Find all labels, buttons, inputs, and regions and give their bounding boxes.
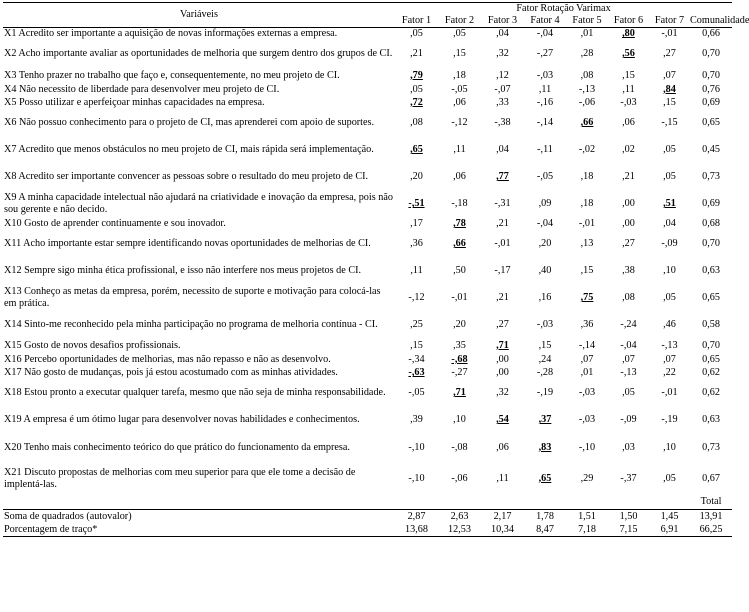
loading-cell: ,02 <box>622 144 635 155</box>
variable-label: X9 A minha capacidade intelectual não ajudará na criatividade e inovação da empresa, pois não sou gerente e não decido. <box>4 192 393 215</box>
column-header: Fator 4 <box>524 15 566 28</box>
communality-cell: 0,63 <box>702 265 720 276</box>
loading-cell: ,38 <box>622 265 635 276</box>
variable-label: X19 A empresa é um ótimo lugar para desenvolver novas habilidades e conhecimentos. <box>4 414 360 425</box>
loading-cell: ,10 <box>663 265 676 276</box>
loading-cell: ,40 <box>538 265 552 276</box>
table-row <box>3 434 732 462</box>
summary-row <box>3 510 732 524</box>
loading-cell: -,13 <box>661 339 678 351</box>
loading-cell: ,05 <box>663 144 676 155</box>
table-row <box>3 110 732 137</box>
rotation-header: Fator Rotação Varimax <box>395 3 732 16</box>
loading-cell: ,18 <box>453 69 466 81</box>
loading-cell: -,10 <box>408 441 425 453</box>
loading-cell: ,27 <box>663 48 676 59</box>
summary-value: 1,78 <box>524 510 566 524</box>
loading-cell: ,11 <box>496 472 509 484</box>
loading-cell: -,14 <box>536 117 554 128</box>
loading-cell: -,34 <box>408 353 425 365</box>
communality-cell: 0,70 <box>702 238 720 249</box>
loading-cell: ,11 <box>538 83 552 95</box>
summary-value: 13,91 <box>690 510 732 524</box>
table-row <box>3 462 732 496</box>
loading-cell: ,66 <box>453 238 466 249</box>
loading-cell: ,16 <box>538 292 552 303</box>
loading-cell: -,16 <box>536 96 554 108</box>
loading-cell: ,35 <box>453 339 466 351</box>
total-label: Total <box>690 496 732 510</box>
variable-label: X18 Estou pronto a executar qualquer tarefa, mesmo que não seja de minha responsabilidade. <box>4 387 386 398</box>
communality-cell: 0,62 <box>702 387 720 398</box>
loading-cell: -,05 <box>451 83 468 95</box>
loading-cell: ,03 <box>622 441 635 453</box>
variables-header: Variáveis <box>3 3 395 28</box>
loading-cell: ,05 <box>410 28 423 40</box>
variable-label: X4 Não necessito de liberdade para desenvolver meu projeto de CI. <box>4 83 280 95</box>
loading-cell: ,84 <box>663 83 676 95</box>
loading-cell: ,75 <box>580 292 594 303</box>
loading-cell: ,36 <box>410 238 423 249</box>
summary-value: 1,45 <box>649 510 690 524</box>
loading-cell: ,07 <box>622 353 635 365</box>
communality-cell: 0,63 <box>702 414 720 425</box>
loading-cell: ,15 <box>663 96 676 108</box>
loading-cell: ,56 <box>622 48 635 59</box>
communality-cell: 0,65 <box>702 117 720 128</box>
variable-label: X8 Acredito ser importante convencer as pessoas sobre o resultado do meu projeto de CI. <box>4 171 369 182</box>
communality-cell: 0,70 <box>702 69 720 81</box>
variable-label: X20 Tenho mais conhecimento teórico do que prático do funcionamento da empresa. <box>4 441 350 453</box>
summary-value: 8,47 <box>524 523 566 537</box>
communality-cell: 0,69 <box>702 198 720 209</box>
loading-cell: ,05 <box>663 171 676 182</box>
loading-cell: ,06 <box>496 441 509 453</box>
loading-cell: ,08 <box>580 69 594 81</box>
loading-cell: ,04 <box>496 144 509 155</box>
summary-value: 2,63 <box>438 510 481 524</box>
loading-cell: ,54 <box>496 414 509 425</box>
loading-cell: -,27 <box>536 48 554 59</box>
loading-cell: ,46 <box>663 319 676 330</box>
table-row <box>3 84 732 96</box>
loading-cell: -,63 <box>408 367 425 378</box>
loading-cell: ,29 <box>580 472 594 484</box>
loading-cell: -,11 <box>537 144 553 155</box>
loading-cell: -,03 <box>620 96 637 108</box>
loading-cell: -,51 <box>408 198 425 209</box>
table-body <box>3 28 732 537</box>
summary-row <box>3 523 732 537</box>
loading-cell: -,03 <box>578 414 596 425</box>
loading-cell: ,00 <box>622 218 635 229</box>
table-row <box>3 28 732 41</box>
table-row <box>3 137 732 164</box>
loading-cell: -,03 <box>578 387 596 398</box>
loading-cell: -,04 <box>620 339 637 351</box>
loading-cell: ,83 <box>538 441 552 453</box>
column-header: Comunalidade <box>690 15 749 26</box>
communality-cell: 0,70 <box>702 48 720 59</box>
loading-cell: -,07 <box>494 83 511 95</box>
loading-cell: -,27 <box>451 367 468 378</box>
table-row <box>3 407 732 434</box>
loading-cell: -,01 <box>661 387 678 398</box>
loading-cell: ,28 <box>580 48 594 59</box>
loading-cell: ,10 <box>663 441 676 453</box>
loading-cell: ,18 <box>580 171 594 182</box>
loading-cell: -,12 <box>451 117 468 128</box>
variable-label: X2 Acho importante avaliar as oportunidades de melhoria que surgem dentro dos grupos de CI. <box>4 48 393 59</box>
variable-label: X1 Acredito ser importante a aquisição de novas informações externas a empresa. <box>4 28 338 40</box>
loading-cell: ,33 <box>496 96 509 108</box>
column-header: Fator 3 <box>481 15 524 28</box>
loading-cell: ,13 <box>580 238 594 249</box>
summary-value: 13,68 <box>395 523 438 537</box>
loading-cell: -,08 <box>451 441 468 453</box>
loading-cell: ,07 <box>663 69 676 81</box>
loading-cell: -,03 <box>536 69 554 81</box>
loading-cell: -,68 <box>451 353 468 365</box>
table-row <box>3 218 732 231</box>
communality-cell: 0,68 <box>702 218 720 229</box>
loading-cell: ,07 <box>663 353 676 365</box>
loading-cell: -,01 <box>578 218 596 229</box>
loading-cell: -,01 <box>494 238 511 249</box>
table-row <box>3 339 732 353</box>
loading-cell: ,08 <box>410 117 423 128</box>
loading-cell: ,21 <box>496 218 509 229</box>
loading-cell: ,21 <box>622 171 635 182</box>
loading-cell: ,24 <box>538 353 552 365</box>
loading-cell: -,06 <box>578 96 596 108</box>
loading-cell: ,39 <box>410 414 423 425</box>
variable-label: X21 Discuto propostas de melhorias com meu superior para que ele tome a decisão de implentá-las. <box>4 466 356 490</box>
loading-cell: ,06 <box>453 96 466 108</box>
loading-cell: -,10 <box>578 441 596 453</box>
loading-cell: ,12 <box>496 69 509 81</box>
table-row <box>3 285 732 312</box>
loading-cell: ,17 <box>410 218 423 229</box>
loading-cell: ,78 <box>453 218 466 229</box>
loading-cell: ,22 <box>663 367 676 378</box>
factor-table <box>3 2 749 537</box>
loading-cell: -,02 <box>578 144 596 155</box>
communality-cell: 0,65 <box>702 292 720 303</box>
communality-cell: 0,65 <box>702 353 720 365</box>
summary-value: 1,51 <box>566 510 608 524</box>
loading-cell: ,79 <box>410 69 423 81</box>
loading-cell: -,05 <box>408 387 425 398</box>
loading-cell: ,20 <box>538 238 552 249</box>
loading-cell: -,09 <box>661 238 678 249</box>
loading-cell: ,05 <box>663 292 676 303</box>
loading-cell: ,09 <box>538 198 552 209</box>
loading-cell: ,36 <box>580 319 594 330</box>
loading-cell: -,15 <box>661 117 678 128</box>
loading-cell: -,18 <box>451 198 468 209</box>
loading-cell: -,19 <box>536 387 554 398</box>
loading-cell: -,09 <box>620 414 637 425</box>
loading-cell: ,00 <box>496 353 509 365</box>
loading-cell: ,21 <box>496 292 509 303</box>
column-header: Fator 6 <box>608 15 649 28</box>
loading-cell: -,38 <box>494 117 511 128</box>
loading-cell: -,01 <box>661 28 678 40</box>
loading-cell: -,31 <box>494 198 511 209</box>
summary-value: 2,87 <box>395 510 438 524</box>
loading-cell: -,14 <box>578 339 596 351</box>
loading-cell: -,19 <box>661 414 678 425</box>
loading-cell: ,05 <box>410 83 423 95</box>
column-header: Fator 1 <box>395 15 438 28</box>
summary-value: 1,50 <box>608 510 649 524</box>
loading-cell: ,08 <box>622 292 635 303</box>
loading-cell: -,01 <box>451 292 468 303</box>
variable-label: X3 Tenho prazer no trabalho que faço e, consequentemente, no meu projeto de CI. <box>4 69 340 81</box>
loading-cell: ,77 <box>496 171 509 182</box>
table-row <box>3 312 732 339</box>
loading-cell: ,20 <box>453 319 466 330</box>
loading-cell: -,04 <box>536 218 554 229</box>
loading-cell: -,12 <box>408 292 425 303</box>
table-row <box>3 68 732 84</box>
loading-cell: ,51 <box>663 198 676 209</box>
table-row <box>3 231 732 258</box>
loading-cell: ,65 <box>410 144 423 155</box>
table-row <box>3 191 732 218</box>
table-row <box>3 96 732 110</box>
variable-label: X14 Sinto-me reconhecido pela minha participação no programa de melhoria contínua - CI. <box>4 319 378 330</box>
communality-cell: 0,45 <box>702 144 720 155</box>
loading-cell: ,27 <box>622 238 635 249</box>
variable-label: X7 Acredito que menos obstáculos no meu projeto de CI, mais rápida será implementação. <box>4 144 374 155</box>
variable-label: X17 Não gosto de mudanças, pois já estou acostumado com as minhas atividades. <box>4 367 338 378</box>
summary-label: Porcentagem de traço* <box>3 523 395 537</box>
communality-cell: 0,73 <box>702 441 720 453</box>
loading-cell: ,15 <box>622 69 635 81</box>
loading-cell: ,71 <box>496 339 509 351</box>
column-header: Fator 5 <box>566 15 608 28</box>
loading-cell: ,00 <box>496 367 509 378</box>
loading-cell: ,01 <box>580 28 594 40</box>
table-row <box>3 41 732 68</box>
loading-cell: ,07 <box>580 353 594 365</box>
loading-cell: ,65 <box>538 472 552 484</box>
loading-cell: ,72 <box>410 96 423 108</box>
loading-cell: -,28 <box>536 367 554 378</box>
loading-cell: ,05 <box>453 28 466 40</box>
total-label-row <box>3 496 732 510</box>
summary-label: Soma de quadrados (autovalor) <box>3 510 395 524</box>
table-row <box>3 164 732 191</box>
loading-cell: ,80 <box>622 28 635 40</box>
loading-cell: ,50 <box>453 265 466 276</box>
loading-cell: ,05 <box>663 472 676 484</box>
loading-cell: ,37 <box>538 414 552 425</box>
loading-cell: ,15 <box>580 265 594 276</box>
summary-value: 66,25 <box>690 523 732 537</box>
loading-cell: -,03 <box>536 319 554 330</box>
communality-cell: 0,66 <box>702 28 720 40</box>
variable-label: X16 Percebo oportunidades de melhorias, mas não repasso e não as desenvolvo. <box>4 353 331 365</box>
loading-cell: ,11 <box>453 144 466 155</box>
variable-label: X5 Posso utilizar e aperfeiçoar minhas capacidades na empresa. <box>4 96 265 108</box>
loading-cell: -,24 <box>620 319 637 330</box>
communality-cell: 0,67 <box>702 472 720 484</box>
loading-cell: ,06 <box>622 117 635 128</box>
variable-label: X12 Sempre sigo minha ética profissional, e isso não interfere nos meus projetos de CI. <box>4 265 362 276</box>
loading-cell: ,04 <box>663 218 676 229</box>
column-header: Fator 2 <box>438 15 481 28</box>
loading-cell: ,15 <box>410 339 423 351</box>
table-row <box>3 258 732 285</box>
loading-cell: ,25 <box>410 319 423 330</box>
variable-label: X13 Conheço as metas da empresa, porém, necessito de suporte e motivação para colocá-las em prática. <box>4 286 381 309</box>
loading-cell: ,21 <box>410 48 423 59</box>
communality-cell: 0,69 <box>702 96 720 108</box>
loading-cell: -,06 <box>451 472 468 484</box>
loading-cell: ,27 <box>496 319 509 330</box>
column-header: Fator 7 <box>649 15 690 28</box>
loading-cell: ,00 <box>622 198 635 209</box>
summary-value: 12,53 <box>438 523 481 537</box>
summary-value: 10,34 <box>481 523 524 537</box>
summary-value: 2,17 <box>481 510 524 524</box>
loading-cell: ,66 <box>580 117 594 128</box>
loading-cell: ,06 <box>453 171 466 182</box>
loading-cell: ,11 <box>410 265 423 276</box>
loading-cell: ,15 <box>453 48 466 59</box>
loading-cell: ,10 <box>453 414 466 425</box>
communality-cell: 0,62 <box>702 367 720 378</box>
loading-cell: ,01 <box>580 367 594 378</box>
summary-value: 6,91 <box>649 523 690 537</box>
communality-cell: 0,73 <box>702 171 720 182</box>
communality-cell: 0,76 <box>702 83 720 95</box>
communality-cell: 0,70 <box>702 339 720 351</box>
loading-cell: ,32 <box>496 387 509 398</box>
variable-label: X6 Não possuo conhecimento para o projeto de CI, mas aprenderei com apoio de suportes. <box>4 117 375 128</box>
loading-cell: ,20 <box>410 171 423 182</box>
loading-cell: -,17 <box>494 265 511 276</box>
table-row <box>3 353 732 367</box>
loading-cell: ,18 <box>580 198 594 209</box>
loading-cell: -,05 <box>536 171 554 182</box>
variable-label: X15 Gosto de novos desafios profissionais. <box>4 339 181 351</box>
variable-label: X10 Gosto de aprender continuamente e sou inovador. <box>4 218 226 229</box>
loading-cell: ,04 <box>496 28 509 40</box>
communality-cell: 0,58 <box>702 319 720 330</box>
loading-cell: ,32 <box>496 48 509 59</box>
loading-cell: ,15 <box>538 339 552 351</box>
summary-value: 7,18 <box>566 523 608 537</box>
loading-cell: -,04 <box>536 28 554 40</box>
loading-cell: ,71 <box>453 387 466 398</box>
loading-cell: -,10 <box>408 472 425 484</box>
summary-value: 7,15 <box>608 523 649 537</box>
table-row <box>3 367 732 380</box>
loading-cell: -,37 <box>620 472 637 484</box>
loading-cell: -,13 <box>620 367 637 378</box>
variable-label: X11 Acho importante estar sempre identificando novas oportunidades de melhorias de CI. <box>4 238 371 249</box>
loading-cell: ,05 <box>622 387 635 398</box>
table-row <box>3 380 732 407</box>
loading-cell: ,11 <box>622 83 635 95</box>
loading-cell: -,13 <box>578 83 596 95</box>
